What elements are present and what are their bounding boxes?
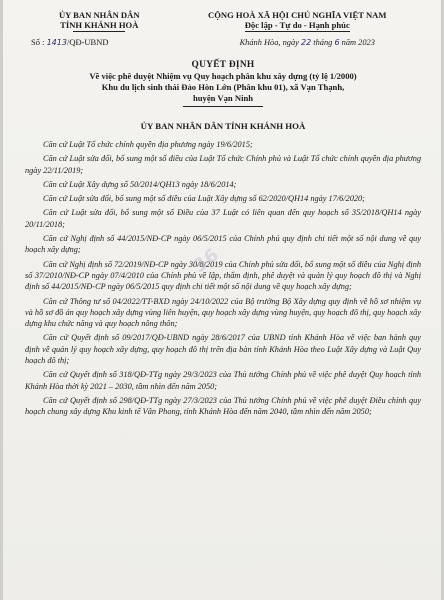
document-number (25, 37, 174, 48)
legal-basis-paragraph: Căn cứ Nghị định số 44/2015/NĐ-CP ngày 06/5/2015 của Chính phủ quy định chi tiết một số nội dung về quy hoạch xây dựng; (25, 234, 421, 255)
national-motto-block (174, 10, 422, 48)
authority-heading: ỦY BAN NHÂN DÂN TỈNH KHÁNH HOÀ (140, 121, 306, 131)
legal-basis-paragraph: Căn cứ Luật sửa đổi, bổ sung một số điều của Luật Xây dựng số 62/2020/QH14 ngày 17/6/2020; (43, 194, 365, 204)
legal-basis-list (25, 139, 421, 418)
subject-line-3: huyện Vạn Ninh (192, 93, 254, 103)
authority-line-1: ỦY BAN NHÂN DÂN (58, 10, 140, 20)
legal-basis-paragraph: Căn cứ Luật sửa đổi, bổ sung một số điều của Luật Tổ chức Chính phủ và Luật Tổ chức chính quyền địa phương ngày 22/11/2019; (25, 154, 421, 175)
legal-basis-paragraph: Căn cứ Luật Tổ chức chính quyền địa phương ngày 19/6/2015; (43, 140, 253, 149)
date-day: 22 (301, 38, 312, 47)
date-mid: tháng (313, 38, 333, 47)
subject-line-1: Về việc phê duyệt Nhiệm vụ Quy hoạch phân khu xây dựng (tỷ lệ 1/2000) (89, 71, 357, 81)
decision-title: QUYẾT ĐỊNH (191, 60, 255, 70)
legal-basis-paragraph: Căn cứ Nghị định số 72/2019/NĐ-CP ngày 30/8/2019 của Chính phủ sửa đổi, bổ sung một số điều của Nghị định số 37/2010/NĐ-CP ngày 07/4/2010 của Chính phủ về lập, thẩm định, phê duyệt và quản lý quy hoạch đô thị và Nghị định số 44/2015/NĐ-CP ngày 06/5/2015 quy định chi tiết một số nội dung về quy hoạch xây dựng; (25, 259, 421, 292)
motto-underline (245, 31, 350, 32)
legal-basis-paragraph: Căn cứ Quyết định số 318/QĐ-TTg ngày 29/3/2023 của Thủ tướng Chính phủ về việc phê duyệt Quy hoạch tỉnh Khánh Hòa thời kỳ 2021 – 2030, tầm nhìn đến năm 2050; (25, 370, 421, 391)
authority-line-2: TỈNH KHÁNH HOÀ (60, 20, 139, 30)
watermark: 36 (189, 243, 224, 278)
legal-basis-paragraph: Căn cứ Thông tư số 04/2022/TT-BXD ngày 24/10/2022 của Bộ trưởng Bộ Xây dựng quy định về hồ sơ nhiệm vụ và hồ sơ đồ án quy hoạch xây dựng vùng liên huyện, quy hoạch xây dựng vùng huyện, quy hoạch đô thị, quy hoạch xây dựng khu chức năng và quy hoạch nông thôn; (25, 296, 421, 329)
subject-line-2: Khu du lịch sinh thái Đảo Hòn Lớn (Phân khu 01), xã Vạn Thạnh, (101, 82, 345, 92)
subject-underline (183, 106, 263, 107)
date-month: 6 (334, 38, 340, 47)
number-prefix: Số : (31, 37, 45, 47)
authority-underline (73, 31, 125, 32)
document-page (3, 0, 441, 600)
number-handwritten: 1413 (46, 38, 67, 47)
legal-basis-paragraph: Căn cứ Quyết định số 298/QĐ-TTg ngày 27/3/2023 của Thủ tướng Chính phủ về việc phê duyệt Điều chỉnh quy hoạch chung xây dựng Khu kinh tế Vân Phong, tỉnh Khánh Hòa đến năm 2040, tầm nhìn đến năm 2050; (25, 395, 421, 417)
legal-basis-paragraph: Căn cứ Luật sửa đổi, bổ sung một số Điều của 37 Luật có liên quan đến quy hoạch số 35/2018/QH14 ngày 20/11/2018; (25, 208, 421, 229)
decision-subject (25, 71, 421, 107)
country-name: CỘNG HOÀ XÃ HỘI CHỦ NGHĨA VIỆT NAM (208, 10, 387, 20)
legal-basis-paragraph: Căn cứ Luật Xây dựng số 50/2014/QH13 ngày 18/6/2014; (43, 179, 237, 189)
issue-date (174, 38, 422, 48)
legal-basis-paragraph: Căn cứ Quyết định số 09/2017/QĐ-UBND ngày 28/6/2017 của UBND tỉnh Khánh Hòa về việc ban hành quy định về quản lý quy hoạch xây dựng, quy hoạch đô thị trên địa bàn tỉnh Khánh Hòa theo Luật Xây dựng và Luật Quy hoạch đô thị; (25, 333, 421, 366)
document-header (25, 10, 421, 48)
date-prefix: Khánh Hòa, ngày (239, 38, 299, 47)
number-suffix: /QĐ-UBND (66, 37, 109, 47)
motto: Độc lập - Tự do - Hạnh phúc (244, 20, 350, 30)
issuing-authority-block (25, 10, 174, 48)
date-suffix: năm 2023 (341, 38, 375, 47)
